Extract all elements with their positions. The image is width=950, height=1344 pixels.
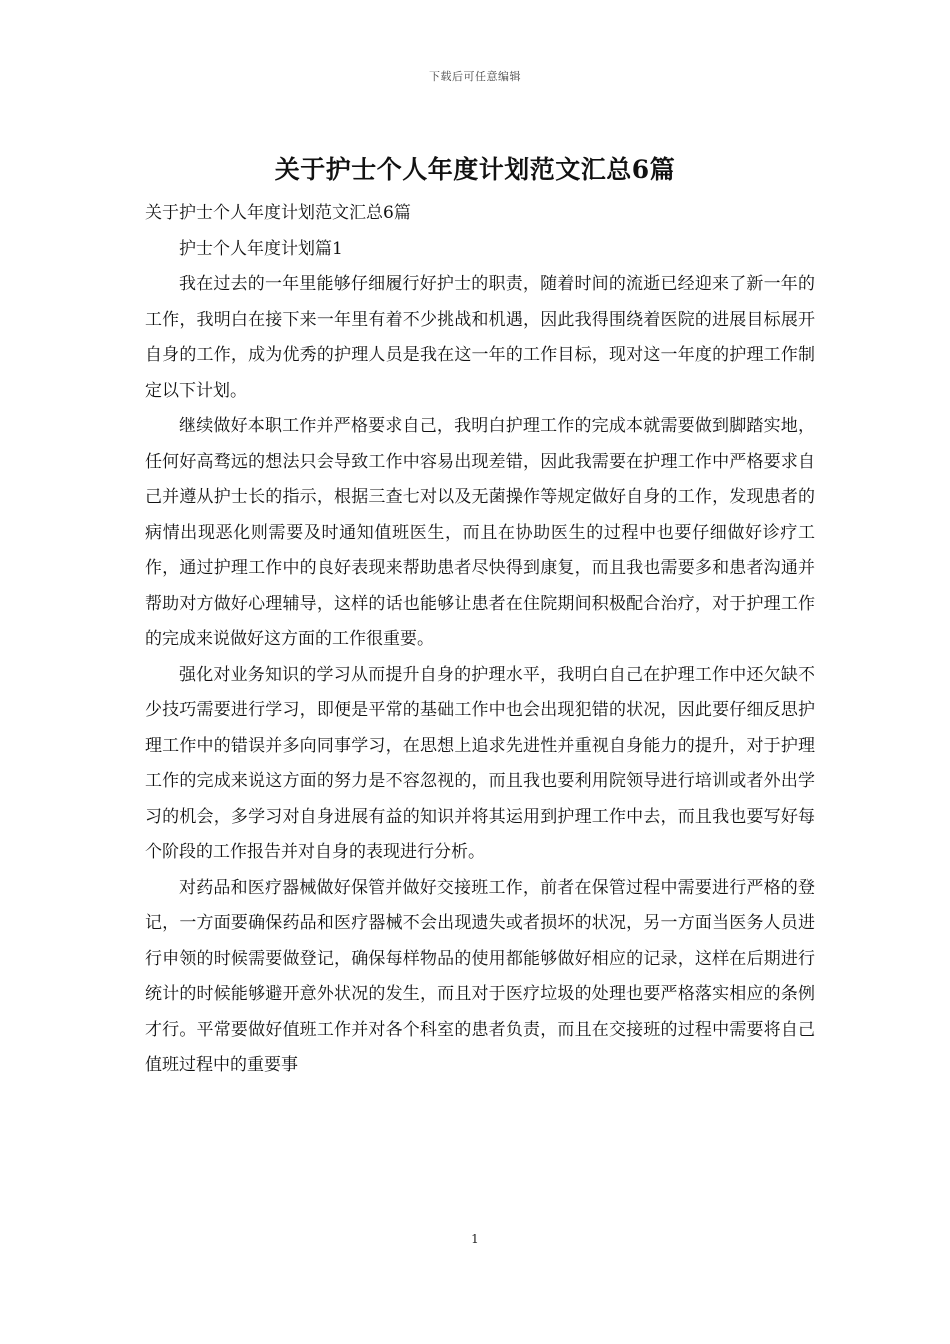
- document-title: 关于护士个人年度计划范文汇总6篇: [274, 155, 676, 184]
- document-subtitle: 关于护士个人年度计划范文汇总6篇: [145, 203, 411, 223]
- header-note: 下载后可任意编辑: [429, 70, 521, 83]
- page-number: 1: [471, 1232, 479, 1246]
- section-heading: 护士个人年度计划篇1: [179, 238, 343, 259]
- paragraph: 我在过去的一年里能够仔细履行好护士的职责，随着时间的流逝已经迎来了新一年的工作，我明白在接下来一年里有着不少挑战和机遇，因此我得围绕着医院的进展目标展开自身的工作，成为优秀的护理人员是我在这一年的工作目标，现对这一年度的护理工作制定以下计划。: [145, 274, 815, 401]
- paragraph: 继续做好本职工作并严格要求自己，我明白护理工作的完成本就需要做到脚踏实地，任何好高骛远的想法只会导致工作中容易出现差错，因此我需要在护理工作中严格要求自己并遵从护士长的指示，根据三查七对以及无菌操作等规定做好自身的工作，发现患者的病情出现恶化则需要及时通知值班医生，而且在协助医生的过程中也要仔细做好诊疗工作，通过护理工作中的良好表现来帮助患者尽快得到康复，而且我也需要多和患者沟通并帮助对方做好心理辅导，这样的话也能够让患者在住院期间积极配合治疗，对于护理工作的完成来说做好这方面的工作很重要。: [145, 416, 815, 649]
- paragraph: 强化对业务知识的学习从而提升自身的护理水平，我明白自己在护理工作中还欠缺不少技巧需要进行学习，即便是平常的基础工作中也会出现犯错的状况，因此要仔细反思护理工作中的错误并多向同事学习，在思想上追求先进性并重视自身能力的提升，对于护理工作的完成来说这方面的努力是不容忽视的，而且我也要利用院领导进行培训或者外出学习的机会，多学习对自身进展有益的知识并将其运用到护理工作中去，而且我也要写好每个阶段的工作报告并对自身的表现进行分析。: [145, 664, 815, 862]
- paragraph: 对药品和医疗器械做好保管并做好交接班工作，前者在保管过程中需要进行严格的登记，一方面要确保药品和医疗器械不会出现遗失或者损坏的状况，另一方面当医务人员进行申领的时候需要做登记，确保每样物品的使用都能够做好相应的记录，这样在后期进行统计的时候能够避开意外状况的发生，而且对于医疗垃圾的处理也要严格落实相应的条例才行。平常要做好值班工作并对各个科室的患者负责，而且在交接班的过程中需要将自己值班过程中的重要事: [145, 877, 815, 1075]
- document-body: [145, 196, 815, 1084]
